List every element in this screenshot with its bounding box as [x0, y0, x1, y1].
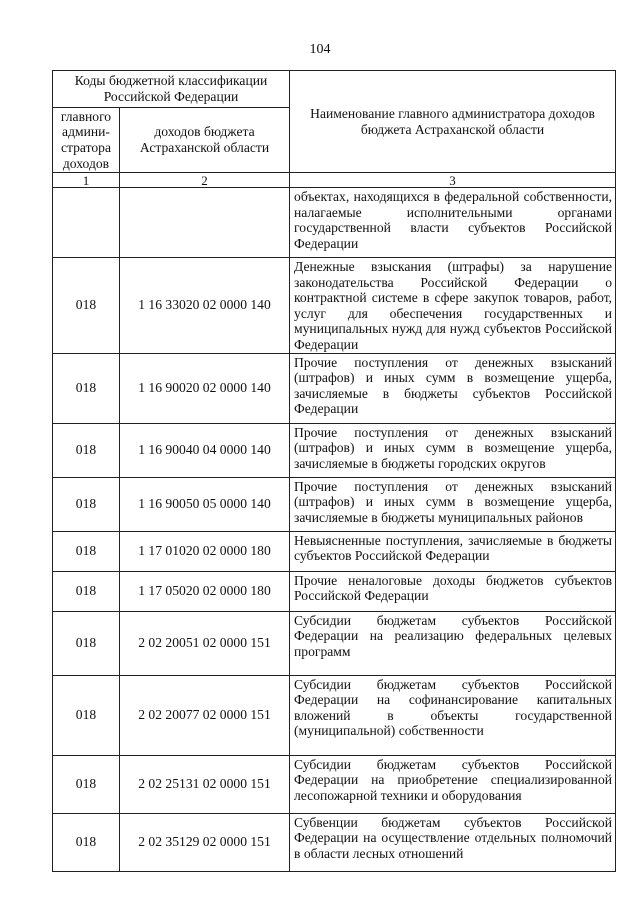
- revenue-name-cell: Прочие неналоговые доходы бюджетов субъектов Российской Федерации: [290, 571, 616, 611]
- admin-code-cell: 018: [53, 423, 120, 477]
- table-row: [53, 477, 616, 531]
- revenue-code-cell: 2 02 35129 02 0000 151: [120, 813, 290, 871]
- revenue-name-cell: Прочие поступления от денежных взысканий (штрафов) и иных сумм в возмещение ущерба, зачисляемые в бюджеты субъектов Российской Федерации: [290, 353, 616, 423]
- revenue-name-cell: Субсидии бюджетам субъектов Российской Федерации на реализацию федеральных целевых программ: [290, 611, 616, 675]
- admin-code-cell: 018: [53, 353, 120, 423]
- revenue-name-cell: Прочие поступления от денежных взысканий (штрафов) и иных сумм в возмещение ущерба, зачисляемые в бюджеты муниципальных районов: [290, 477, 616, 531]
- admin-code-cell: 018: [53, 813, 120, 871]
- revenue-code-cell: 1 17 05020 02 0000 180: [120, 571, 290, 611]
- revenue-name-cell: Прочие поступления от денежных взысканий (штрафов) и иных сумм в возмещение ущерба, зачисляемые в бюджеты городских округов: [290, 423, 616, 477]
- table-row: [53, 611, 616, 675]
- admin-code-cell: 018: [53, 258, 120, 354]
- table-row: [53, 755, 616, 813]
- column-number: 2: [120, 173, 290, 188]
- revenue-name-cell: Невыясненные поступления, зачисляемые в бюджеты субъектов Российской Федерации: [290, 531, 616, 571]
- column-number: 3: [290, 173, 616, 188]
- header-group-title: Коды бюджетной классификации Российской Федерации: [53, 71, 290, 108]
- budget-classification-table: [52, 70, 616, 872]
- revenue-code-cell: [120, 188, 290, 258]
- revenue-code-cell: 2 02 20077 02 0000 151: [120, 675, 290, 755]
- admin-code-cell: 018: [53, 571, 120, 611]
- table-row: [53, 813, 616, 871]
- revenue-code-cell: 1 16 90020 02 0000 140: [120, 353, 290, 423]
- table-row: [53, 675, 616, 755]
- revenue-name-cell: объектах, находящихся в федеральной собственности, налагаемые исполнительными органами государственной власти субъектов Российской Федерации: [290, 188, 616, 258]
- admin-code-cell: [53, 188, 120, 258]
- revenue-code-cell: 1 16 33020 02 0000 140: [120, 258, 290, 354]
- revenue-code-cell: 2 02 25131 02 0000 151: [120, 755, 290, 813]
- revenue-name-cell: Субсидии бюджетам субъектов Российской Федерации на софинансирование капитальных вложений в объекты государственной (муниципальной) собственности: [290, 675, 616, 755]
- table-row: [53, 188, 616, 258]
- revenue-code-cell: 1 17 01020 02 0000 180: [120, 531, 290, 571]
- header-name-column: Наименование главного администратора доходов бюджета Астраханской области: [290, 71, 616, 173]
- revenue-name-cell: Субсидии бюджетам субъектов Российской Федерации на приобретение специализированной лесопожарной техники и оборудования: [290, 755, 616, 813]
- column-number: 1: [53, 173, 120, 188]
- column-number-row: [53, 173, 616, 188]
- revenue-code-cell: 2 02 20051 02 0000 151: [120, 611, 290, 675]
- table-row: [53, 353, 616, 423]
- admin-code-cell: 018: [53, 755, 120, 813]
- revenue-code-cell: 1 16 90040 04 0000 140: [120, 423, 290, 477]
- header-code-column: доходов бюджета Астраханской области: [120, 108, 290, 173]
- header-admin-column: главного админи-стратора доходов: [53, 108, 120, 173]
- table-row: [53, 531, 616, 571]
- admin-code-cell: 018: [53, 675, 120, 755]
- revenue-code-cell: 1 16 90050 05 0000 140: [120, 477, 290, 531]
- revenue-name-cell: Денежные взыскания (штрафы) за нарушение законодательства Российской Федерации о контрактной системе в сфере закупок товаров, работ, услуг для обеспечения государственных и муниципальных нужд для нужд субъектов Российской Федерации: [290, 258, 616, 354]
- revenue-name-cell: Субвенции бюджетам субъектов Российской Федерации на осуществление отдельных полномочий в области лесных отношений: [290, 813, 616, 871]
- table-row: [53, 571, 616, 611]
- admin-code-cell: 018: [53, 611, 120, 675]
- admin-code-cell: 018: [53, 531, 120, 571]
- admin-code-cell: 018: [53, 477, 120, 531]
- table-row: [53, 423, 616, 477]
- page-number: 104: [309, 42, 331, 57]
- table-row: [53, 258, 616, 354]
